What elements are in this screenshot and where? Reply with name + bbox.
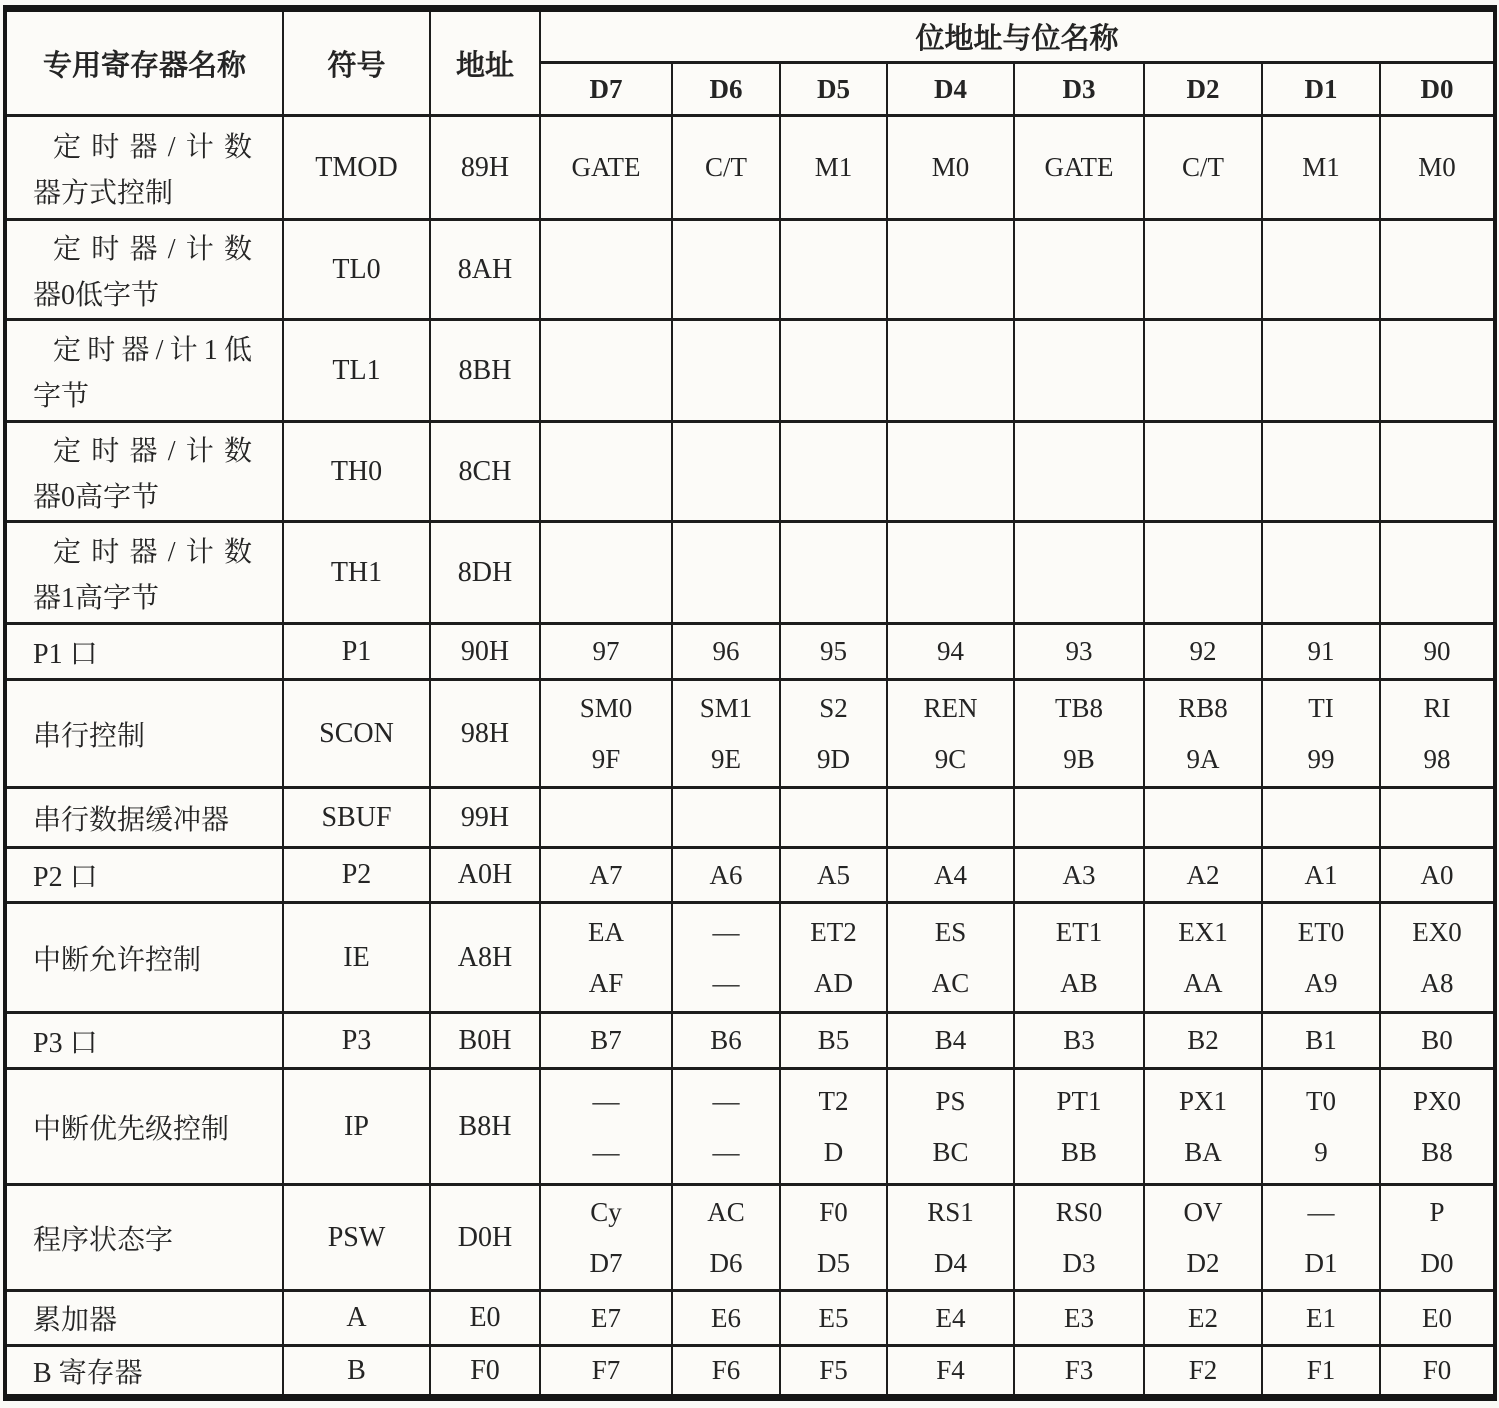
bit-name: OV	[1183, 1196, 1223, 1227]
bit-address: —	[712, 1136, 740, 1167]
register-name-cell	[5, 1185, 283, 1291]
bit-name: T2	[818, 1085, 849, 1116]
register-address-cell: F0	[430, 1346, 540, 1398]
bit-cell-d3	[1014, 220, 1144, 320]
bit-cell-d0	[1380, 220, 1495, 320]
header-bit-group: 位地址与位名称	[540, 9, 1495, 63]
bit-cell-d6: 96	[672, 624, 780, 680]
bit-cell-d1	[1262, 422, 1380, 522]
bit-address: BB	[1060, 1136, 1098, 1167]
bit-cell-d5	[780, 1069, 887, 1185]
bit-cell-d2	[1144, 903, 1262, 1013]
header-bit-4: D4	[887, 63, 1014, 116]
register-symbol-cell: B	[283, 1346, 430, 1398]
bit-cell-d7: B7	[540, 1013, 672, 1069]
bit-cell-d4	[887, 1185, 1014, 1291]
register-name-line: 字节	[33, 380, 90, 412]
bit-address: D0	[1420, 1247, 1454, 1278]
bit-cell-d5: A5	[780, 848, 887, 903]
bit-cell-d4: F4	[887, 1346, 1014, 1398]
bit-name: REN	[923, 692, 978, 723]
register-name-line: 定时器/计数	[53, 233, 252, 265]
register-name-cell	[5, 422, 283, 522]
bit-cell-d1: E1	[1262, 1291, 1380, 1346]
bit-cell-d1	[1262, 903, 1380, 1013]
bit-name: F0	[819, 1196, 848, 1227]
bit-address: D4	[934, 1247, 967, 1278]
bit-address: 9D	[817, 743, 850, 774]
bit-cell-d5	[780, 903, 887, 1013]
bit-cell-d2: F2	[1144, 1346, 1262, 1398]
bit-cell-d5	[780, 1185, 887, 1291]
bit-cell-d3	[1014, 422, 1144, 522]
table-row	[5, 116, 1495, 220]
bit-name: PX1	[1178, 1085, 1227, 1116]
header-bit-5: D5	[780, 63, 887, 116]
table-row	[5, 422, 1495, 522]
register-symbol-cell: TMOD	[283, 116, 430, 220]
bit-name: PX0	[1413, 1085, 1462, 1116]
table-row	[5, 903, 1495, 1013]
bit-address: 9A	[1186, 743, 1220, 774]
bit-cell-d0	[1380, 903, 1495, 1013]
bit-cell-d0: M0	[1380, 116, 1495, 220]
bit-address: A8	[1420, 967, 1454, 998]
bit-cell-d3	[1014, 788, 1144, 848]
bit-cell-d4: M0	[887, 116, 1014, 220]
header-row-1	[5, 9, 1495, 63]
header-address: 地址	[430, 9, 540, 116]
bit-cell-d0: B0	[1380, 1013, 1495, 1069]
header-bit-3: D3	[1014, 63, 1144, 116]
header-bit-7: D7	[540, 63, 672, 116]
register-name-line: B 寄存器	[33, 1357, 143, 1389]
bit-cell-d6	[672, 1069, 780, 1185]
register-name-cell	[5, 848, 283, 903]
register-symbol-cell: P3	[283, 1013, 430, 1069]
bit-cell-d0: A0	[1380, 848, 1495, 903]
bit-cell-d2: 92	[1144, 624, 1262, 680]
table-row	[5, 522, 1495, 624]
register-name-line: 定时器/计数	[53, 435, 252, 467]
bit-cell-d7	[540, 220, 672, 320]
bit-address: B8	[1421, 1136, 1453, 1167]
register-name-line: P3 口	[33, 1027, 98, 1059]
bit-cell-d3	[1014, 1069, 1144, 1185]
bit-cell-d6	[672, 422, 780, 522]
bit-address: 9C	[934, 743, 967, 774]
table-row	[5, 1185, 1495, 1291]
bit-address: BC	[932, 1136, 969, 1167]
bit-cell-d5: F5	[780, 1346, 887, 1398]
bit-cell-d2	[1144, 1185, 1262, 1291]
bit-cell-d7: 97	[540, 624, 672, 680]
bit-cell-d1	[1262, 1069, 1380, 1185]
bit-name: RB8	[1178, 692, 1228, 723]
bit-cell-d5: E5	[780, 1291, 887, 1346]
table-row	[5, 624, 1495, 680]
register-name-cell	[5, 116, 283, 220]
bit-cell-d7: A7	[540, 848, 672, 903]
table-row	[5, 848, 1495, 903]
register-address-cell: B0H	[430, 1013, 540, 1069]
bit-name: PS	[935, 1085, 966, 1116]
register-symbol-cell: PSW	[283, 1185, 430, 1291]
bit-cell-d5: B5	[780, 1013, 887, 1069]
table-row	[5, 1069, 1495, 1185]
register-name-line: 器0低字节	[33, 279, 160, 311]
bit-cell-d2: A2	[1144, 848, 1262, 903]
bit-cell-d4	[887, 1069, 1014, 1185]
bit-cell-d2: C/T	[1144, 116, 1262, 220]
register-address-cell: B8H	[430, 1069, 540, 1185]
bit-cell-d1: F1	[1262, 1346, 1380, 1398]
register-address-cell: 89H	[430, 116, 540, 220]
register-address-cell: 98H	[430, 680, 540, 788]
bit-address: D7	[589, 1247, 623, 1278]
register-name-cell	[5, 1346, 283, 1398]
bit-address: D2	[1186, 1247, 1220, 1278]
bit-cell-d5: 95	[780, 624, 887, 680]
bit-address: D3	[1062, 1247, 1096, 1278]
bit-cell-d6	[672, 522, 780, 624]
bit-cell-d7	[540, 903, 672, 1013]
bit-cell-d3: 93	[1014, 624, 1144, 680]
bit-name: ET2	[810, 916, 857, 947]
bit-address: AA	[1183, 967, 1223, 998]
bit-name: Cy	[590, 1196, 622, 1227]
bit-cell-d3: A3	[1014, 848, 1144, 903]
register-name-cell	[5, 680, 283, 788]
bit-cell-d3	[1014, 903, 1144, 1013]
table-row	[5, 680, 1495, 788]
bit-cell-d7	[540, 788, 672, 848]
bit-cell-d4	[887, 680, 1014, 788]
bit-address: 99	[1307, 743, 1335, 774]
table-row	[5, 1013, 1495, 1069]
bit-cell-d7	[540, 680, 672, 788]
bit-cell-d7: E7	[540, 1291, 672, 1346]
bit-name: —	[1307, 1196, 1335, 1227]
register-address-cell: 8AH	[430, 220, 540, 320]
register-symbol-cell: A	[283, 1291, 430, 1346]
bit-address: BA	[1184, 1136, 1222, 1167]
bit-name: SM1	[699, 692, 753, 723]
bit-cell-d7	[540, 522, 672, 624]
register-name-line: 串行控制	[33, 720, 146, 752]
bit-cell-d0	[1380, 680, 1495, 788]
register-name-line: 器0高字节	[33, 481, 160, 513]
bit-cell-d5	[780, 220, 887, 320]
bit-cell-d7: F7	[540, 1346, 672, 1398]
register-name-line: 定时器/计1低	[53, 334, 252, 366]
bit-name: ET1	[1055, 916, 1103, 947]
register-name-line: 中断优先级控制	[33, 1113, 230, 1145]
bit-cell-d1: B1	[1262, 1013, 1380, 1069]
bit-name: ET0	[1297, 916, 1345, 947]
register-name-line: 累加器	[33, 1305, 118, 1336]
bit-cell-d4	[887, 422, 1014, 522]
bit-cell-d6	[672, 788, 780, 848]
bit-address: AF	[588, 967, 624, 998]
register-name-cell	[5, 320, 283, 422]
bit-cell-d5	[780, 320, 887, 422]
bit-name: PT1	[1056, 1085, 1102, 1116]
bit-cell-d2	[1144, 422, 1262, 522]
register-symbol-cell: IE	[283, 903, 430, 1013]
register-name-cell	[5, 522, 283, 624]
bit-cell-d1: 91	[1262, 624, 1380, 680]
register-address-cell: A8H	[430, 903, 540, 1013]
bit-name: EX0	[1412, 916, 1462, 947]
header-bit-0: D0	[1380, 63, 1495, 116]
bit-address: AC	[931, 967, 970, 998]
bit-cell-d3: E3	[1014, 1291, 1144, 1346]
bit-name: AC	[707, 1196, 745, 1227]
register-symbol-cell: TH0	[283, 422, 430, 522]
bit-name: TB8	[1054, 692, 1103, 723]
scanned-page	[0, 5, 1499, 1408]
bit-cell-d0	[1380, 1069, 1495, 1185]
bit-name: —	[712, 916, 740, 947]
bit-address: 9B	[1063, 743, 1095, 774]
bit-cell-d3: F3	[1014, 1346, 1144, 1398]
register-name-line: 中断允许控制	[33, 944, 202, 976]
bit-name: T0	[1306, 1085, 1336, 1116]
register-name-cell	[5, 903, 283, 1013]
bit-cell-d0: 90	[1380, 624, 1495, 680]
register-name-line: 器方式控制	[33, 177, 174, 209]
sfr-table	[3, 5, 1497, 1401]
register-address-cell: 8BH	[430, 320, 540, 422]
bit-cell-d0	[1380, 1185, 1495, 1291]
bit-cell-d3	[1014, 1185, 1144, 1291]
register-symbol-cell: TH1	[283, 522, 430, 624]
bit-address: —	[712, 967, 740, 998]
bit-address: —	[592, 1136, 620, 1167]
header-bit-6: D6	[672, 63, 780, 116]
bit-cell-d4: 94	[887, 624, 1014, 680]
bit-address: 9F	[591, 743, 621, 774]
bit-cell-d4: B4	[887, 1013, 1014, 1069]
register-name-cell	[5, 1013, 283, 1069]
bit-address: D1	[1304, 1247, 1338, 1278]
register-name-line: P2 口	[33, 862, 98, 893]
bit-cell-d2	[1144, 788, 1262, 848]
register-symbol-cell: TL1	[283, 320, 430, 422]
bit-cell-d2: E2	[1144, 1291, 1262, 1346]
bit-cell-d1	[1262, 220, 1380, 320]
header-register-name: 专用寄存器名称	[5, 9, 283, 116]
bit-name: EX1	[1178, 916, 1228, 947]
register-name-line: 器1高字节	[33, 582, 160, 614]
bit-name: SM0	[579, 692, 633, 723]
register-symbol-cell: IP	[283, 1069, 430, 1185]
bit-name: RI	[1423, 692, 1451, 723]
bit-cell-d6	[672, 1185, 780, 1291]
bit-cell-d7	[540, 320, 672, 422]
register-address-cell: 99H	[430, 788, 540, 848]
register-name-line: 定时器/计数	[53, 131, 252, 163]
register-symbol-cell: P1	[283, 624, 430, 680]
bit-cell-d2	[1144, 220, 1262, 320]
bit-cell-d3: B3	[1014, 1013, 1144, 1069]
register-name-cell	[5, 1069, 283, 1185]
register-address-cell: D0H	[430, 1185, 540, 1291]
bit-address: D6	[709, 1247, 743, 1278]
bit-cell-d1	[1262, 320, 1380, 422]
register-name-line: 串行数据缓冲器	[33, 804, 230, 836]
bit-cell-d4	[887, 903, 1014, 1013]
table-row	[5, 320, 1495, 422]
table-row	[5, 220, 1495, 320]
bit-cell-d1	[1262, 680, 1380, 788]
bit-cell-d2	[1144, 1069, 1262, 1185]
bit-cell-d6	[672, 220, 780, 320]
bit-cell-d0: F0	[1380, 1346, 1495, 1398]
bit-name: —	[592, 1085, 620, 1116]
header-symbol: 符号	[283, 9, 430, 116]
bit-name: ES	[934, 916, 967, 947]
bit-cell-d4	[887, 788, 1014, 848]
bit-name: RS0	[1055, 1196, 1103, 1227]
bit-cell-d1: M1	[1262, 116, 1380, 220]
register-name-cell	[5, 220, 283, 320]
bit-cell-d4	[887, 522, 1014, 624]
bit-name: —	[712, 1085, 740, 1116]
bit-cell-d6: B6	[672, 1013, 780, 1069]
register-symbol-cell: P2	[283, 848, 430, 903]
bit-address: 9	[1314, 1136, 1328, 1167]
bit-cell-d6	[672, 680, 780, 788]
bit-address: A9	[1304, 967, 1338, 998]
register-address-cell: 90H	[430, 624, 540, 680]
bit-name: RS1	[927, 1196, 974, 1227]
bit-address: 9E	[711, 743, 741, 774]
bit-cell-d1: A1	[1262, 848, 1380, 903]
bit-cell-d1	[1262, 522, 1380, 624]
header-bit-2: D2	[1144, 63, 1262, 116]
register-address-cell: A0H	[430, 848, 540, 903]
bit-cell-d6: C/T	[672, 116, 780, 220]
bit-name: TI	[1308, 692, 1334, 723]
table-row	[5, 1291, 1495, 1346]
bit-cell-d0	[1380, 522, 1495, 624]
bit-name: S2	[819, 692, 848, 723]
bit-cell-d2	[1144, 320, 1262, 422]
table-row	[5, 788, 1495, 848]
bit-cell-d6	[672, 903, 780, 1013]
bit-cell-d7: GATE	[540, 116, 672, 220]
register-name-line: P1 口	[33, 638, 98, 670]
bit-cell-d3	[1014, 320, 1144, 422]
register-address-cell: 8DH	[430, 522, 540, 624]
bit-cell-d5	[780, 422, 887, 522]
bit-cell-d2: B2	[1144, 1013, 1262, 1069]
bit-cell-d5	[780, 680, 887, 788]
register-name-line: 程序状态字	[33, 1224, 174, 1256]
table-row	[5, 1346, 1495, 1398]
bit-address: 98	[1423, 743, 1451, 774]
bit-cell-d6: F6	[672, 1346, 780, 1398]
bit-cell-d5	[780, 522, 887, 624]
bit-cell-d4: E4	[887, 1291, 1014, 1346]
bit-cell-d0: E0	[1380, 1291, 1495, 1346]
bit-address: D	[823, 1136, 844, 1167]
bit-cell-d7	[540, 1185, 672, 1291]
bit-cell-d4	[887, 320, 1014, 422]
register-symbol-cell: SCON	[283, 680, 430, 788]
bit-cell-d0	[1380, 788, 1495, 848]
bit-cell-d3	[1014, 522, 1144, 624]
register-address-cell: E0	[430, 1291, 540, 1346]
bit-cell-d5: M1	[780, 116, 887, 220]
register-symbol-cell: TL0	[283, 220, 430, 320]
bit-cell-d6: A6	[672, 848, 780, 903]
bit-address: AB	[1060, 967, 1098, 998]
bit-cell-d1	[1262, 1185, 1380, 1291]
bit-name: P	[1429, 1196, 1445, 1227]
bit-cell-d7	[540, 1069, 672, 1185]
header-bit-1: D1	[1262, 63, 1380, 116]
bit-cell-d5	[780, 788, 887, 848]
bit-cell-d2	[1144, 680, 1262, 788]
bit-cell-d3: GATE	[1014, 116, 1144, 220]
register-name-cell	[5, 1291, 283, 1346]
register-name-cell	[5, 624, 283, 680]
bit-cell-d2	[1144, 522, 1262, 624]
bit-cell-d4: A4	[887, 848, 1014, 903]
bit-cell-d0	[1380, 422, 1495, 522]
bit-cell-d6	[672, 320, 780, 422]
register-symbol-cell: SBUF	[283, 788, 430, 848]
bit-address: D5	[817, 1247, 850, 1278]
bit-cell-d3	[1014, 680, 1144, 788]
register-name-line: 定时器/计数	[53, 536, 252, 568]
register-name-cell	[5, 788, 283, 848]
bit-cell-d0	[1380, 320, 1495, 422]
bit-name: EA	[588, 916, 624, 947]
bit-cell-d1	[1262, 788, 1380, 848]
bit-address: AD	[814, 967, 853, 998]
bit-cell-d6: E6	[672, 1291, 780, 1346]
bit-cell-d4	[887, 220, 1014, 320]
register-address-cell: 8CH	[430, 422, 540, 522]
bit-cell-d7	[540, 422, 672, 522]
